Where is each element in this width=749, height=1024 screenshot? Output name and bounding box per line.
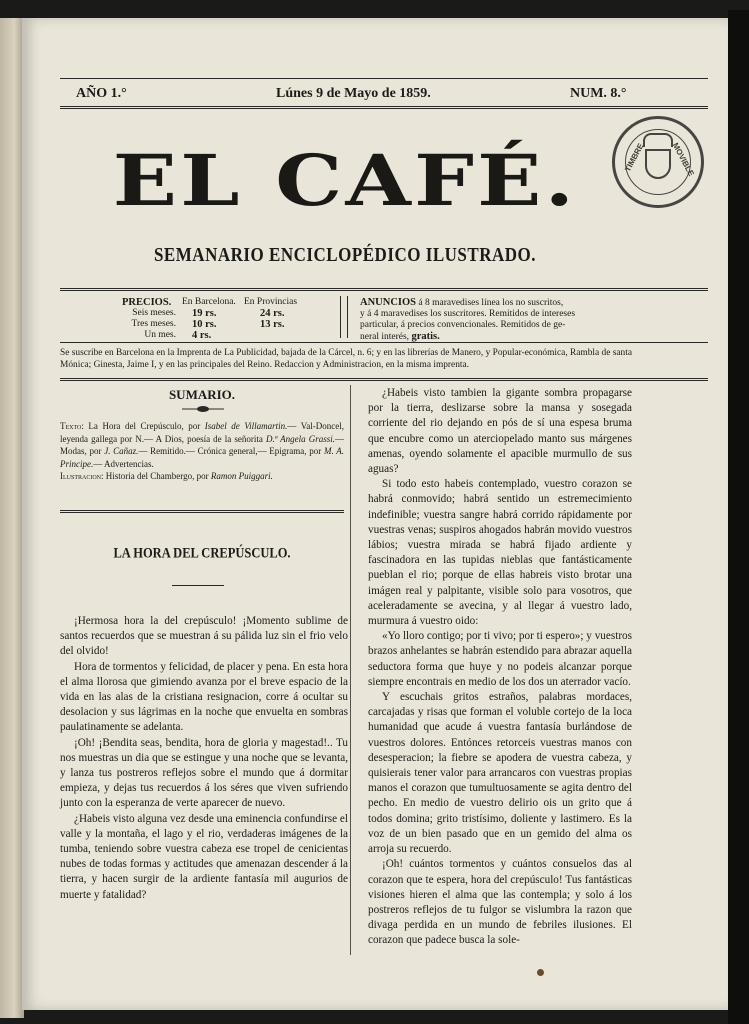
article-paragraph: ¡Oh! cuántos tormentos y cuántos consuelos das al corazon que te espera, hora del crepúsculo! Tus fantásticas visiones hieren el alma que las contempla; y solo á los postreros reflejos de tu fulgor se vislumbra la razon que divaga perdida en un mundo de febriles ilusiones. El corazon que padece busca la sole- [368,858,632,947]
article-paragraph: «Yo lloro contigo; por ti vivo; por ti espero»; y vuestros brazos anhelantes se habrán estendido para abrazar aquella seductora forma que huye y no podeis alcanzar porque siempre encontrais en medio de los dos un aterrador vacío. [368,630,632,688]
ads-line-3: particular, á precios convencionales. Remitidos de ge- [360,320,566,330]
article-paragraph: ¡Oh! ¡Bendita seas, bendita, hora de gloria y magestad!.. Tu nos muestras un dia que se estingue y una noche que se levanta, y lanza tus postreros reflejos sobre el mundo que á dormitar empieza, y dejas tus recuerdos á los séres que viven sufriendo junto con la esperanza de verte aparecer de nuevo. [60,736,348,810]
sumario-author: J. Cañaz. [104,446,139,456]
ads-box [360,297,610,343]
price-period: Tres meses. [131,319,176,329]
price-provincias: 24 rs. [260,308,285,319]
sumario-text: — Modas, por [60,433,345,456]
prices-box [122,297,300,341]
prices-label: PRECIOS. [122,297,172,308]
sumario-text: Historia del Chambergo, por [105,471,209,481]
subscription-rule [60,378,708,381]
paper-stain [537,969,544,976]
masthead-title: EL CAFÉ. [112,140,578,222]
prices-rule-top [60,288,708,291]
sumario-author: Ramon Puiggari. [210,471,273,481]
sumario-author: Isabel de Villamartin. [204,421,288,431]
texto-label: Texto: [60,421,84,431]
subscription-notice: Se suscribe en Barcelona en la Imprenta de La Publicidad, bajada de la Cárcel, n. 6; y en las librerías de Manero, y Popular-económica, Rambla de santa Mónica; Ginesta, Jaime I, y en las principales del Reino. Redaccion y Administracion, en la misma imprenta. [60,348,632,370]
ads-line-1: á 8 maravedises línea los no suscritos, [418,298,564,308]
sumario-text: La Hora del Crepúsculo, por [88,421,201,431]
article-paragraph: Si todo esto habeis contemplado, vuestro corazon se habrá conmovido; habrá sentido un estremecimiento indefinible; vuestra sangre habrá corrido rápidamente por vuestras venas; suspiros ahogados habrán movido vuestros lábios; vuestra mirada se habrá fijado ardiente y fascinadora en las tupidas nieblas que fantásticamente pueblan el rio; porque de ellas habreis visto brotar una imágen real y palpitante, visible solo para vosotros, que aceleradamente se avecina, y al llegar á vuestro lado, murmura á vuestro oido: [368,478,632,628]
article-paragraph: Y escuchais gritos estraños, palabras mordaces, carcajadas y risas que forman el voluble cortejo de la loca humanidad que acude á vuestra fantasía burlándose de vuestros dolores. Entónces retorceis vuestras manos con desesperacion; la fiebre se apodera de vuestra cabeza, y quisierais tener valor para arrancaros con vuestras propias manos el corazon que tumultuosamente se agita dentro del pecho. En medio de vuestro delirio ois un grito que á todos domina; grito tristísimo, doliente y lastimero. Es la voz de un bien pasado que en un gemido del alma os arroja su recuerdo. [368,691,632,856]
price-barcelona: 4 rs. [192,330,212,341]
ilustracion-label: Ilustracion: [60,471,104,481]
ads-line-4: neral interés, [360,332,410,342]
sumario-title: SUMARIO. [168,387,236,402]
article-paragraph: Hora de tormentos y felicidad, de placer y pena. En esta hora el alma llorosa que gimiendo avanza por el breve espacio de la vida en las alas de la cristiana resignacion, corre á ocultar su desolacion y sus lágrimas en la noche que envuelta en sombras paulatinamente se adelanta. [60,660,348,734]
prices-rule-bottom [60,342,708,343]
ads-gratis: gratis. [411,331,440,342]
prices-col-barcelona: En Barcelona. [182,297,236,307]
sumario-rule [60,510,344,513]
ads-label: ANUNCIOS [360,297,417,308]
price-barcelona: 19 rs. [192,308,217,319]
stamp-text-right: MOVIBLE [670,141,696,178]
title-rule [172,585,224,586]
scan-background [728,10,749,1024]
masthead-subtitle: SEMANARIO ENCICLOPÉDICO ILUSTRADO. [153,243,537,266]
header-rule-top [60,78,708,79]
price-period: Seis meses. [132,308,176,318]
header-rule-bottom [60,106,708,109]
price-provincias: 13 rs. [260,319,285,330]
crown-icon [643,133,673,147]
price-period: Un mes. [144,330,176,340]
article-paragraph: ¡Hermosa hora la del crepúsculo! ¡Momento sublime de santos recuerdos que se muestran á su pálida luz sin el frio velo del olvido! [60,615,348,658]
prices-divider [340,296,348,338]
issue-date: Lúnes 9 de Mayo de 1859. [276,86,431,101]
article-paragraph: ¿Habeis visto alguna vez desde una eminencia confundirse el valle y la montaña, el lago y el rio, verdaderas imágenes de la tumba, teniendo sobre vuestra cabeza ese tropel de cenicientas nubes de todas formas y actitudes que amenazan descender á la tierra, y hacen surgir de la ardiente fantasía mil augurios de muerte y fatalidad? [60,812,348,901]
price-barcelona: 10 rs. [192,319,217,330]
article-paragraph: ¿Habeis visto tambien la gigante sombra propagarse por la tierra, deslizarse sobre la mansa y sosegada corriente del rio dejando en pós de sí una espesa bruma que encubre como un aterciopelado manto sus márgenes amenas, oyendo solamente el apacible murmullo de sus aguas? [368,387,632,476]
sumario-author: D.ª Angela Grassi. [265,433,336,444]
stamp-text-left: TIMBRE [623,141,646,174]
column-divider [350,385,351,955]
article-title: LA HORA DEL CREPÚSCULO. [113,544,291,561]
tax-stamp-seal [612,116,704,208]
sumario-text: — Val-Doncel, leyenda gallega por N.— A Dios, poesía de la señorita [60,421,345,444]
shield-icon [645,149,671,179]
issue-number: NUM. 8.° [570,86,627,101]
adjacent-page-edge [0,18,24,1018]
ads-line-2: y á 4 maravedises los suscritores. Remitidos de intereses [360,309,576,319]
sumario-text: — Advertencias. [93,458,154,469]
prices-col-provincias: En Provincias [244,297,298,307]
sumario-contents [60,420,344,483]
price-provincias [244,330,300,341]
issue-year: AÑO 1.° [76,86,127,101]
sumario-author: M. A. Principe. [60,446,345,469]
article-right-column [368,386,632,949]
article-left-column [60,614,348,903]
ornament-icon [182,405,224,413]
sumario-text: — Remitido.— Crónica general,— Epigrama, por [138,446,322,456]
